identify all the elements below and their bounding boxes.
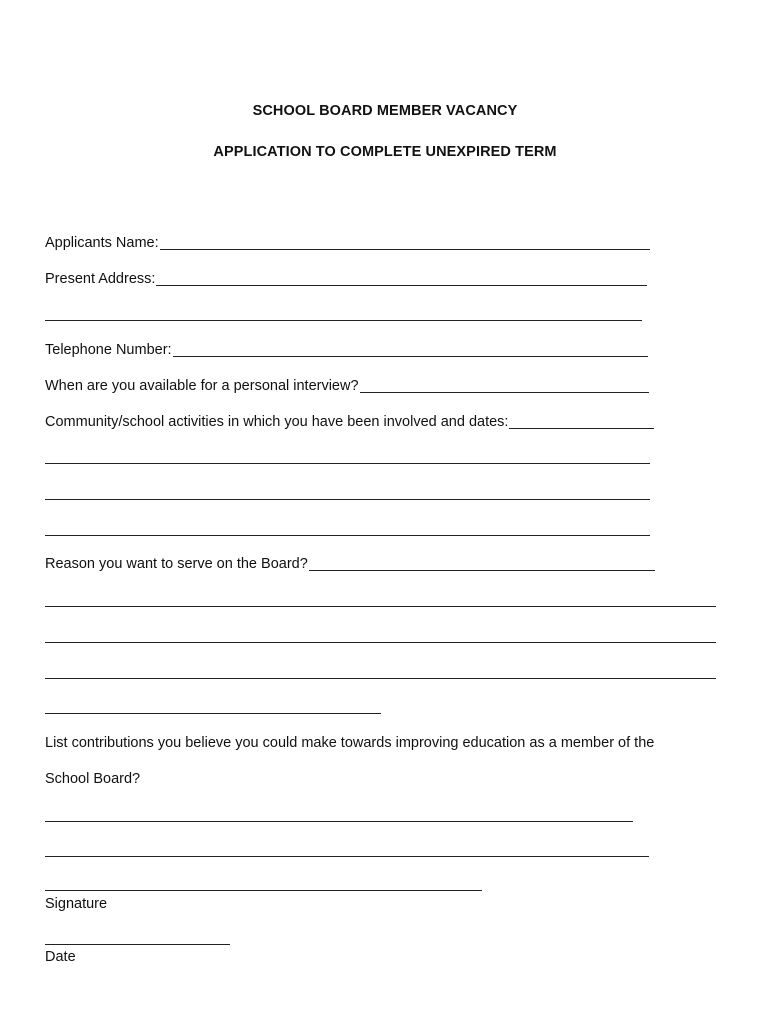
applicant-name-line[interactable]: [160, 235, 650, 250]
form-title: SCHOOL BOARD MEMBER VACANCY: [252, 103, 518, 119]
community-activities-line-4[interactable]: [45, 535, 650, 536]
reason-line[interactable]: [309, 556, 655, 571]
form-subtitle: APPLICATION TO COMPLETE UNEXPIRED TERM: [213, 144, 557, 160]
telephone-field[interactable]: [45, 341, 648, 359]
telephone-label: Telephone Number:: [45, 342, 172, 358]
reason-line-2[interactable]: [45, 606, 716, 607]
present-address-label: Present Address:: [45, 271, 156, 287]
interview-availability-line[interactable]: [360, 378, 649, 393]
present-address-line-2[interactable]: [45, 320, 642, 321]
reason-line-3[interactable]: [45, 642, 716, 643]
reason-label: Reason you want to serve on the Board?: [45, 556, 308, 572]
community-activities-line[interactable]: [509, 414, 654, 429]
contributions-label-line-2: School Board?: [45, 771, 141, 787]
date-label: Date: [45, 949, 76, 965]
applicant-name-field[interactable]: [45, 234, 650, 252]
applicant-name-label: Applicants Name:: [45, 235, 159, 251]
telephone-line[interactable]: [173, 342, 648, 357]
community-activities-line-3[interactable]: [45, 499, 650, 500]
signature-line[interactable]: [45, 890, 482, 891]
reason-line-5[interactable]: [45, 713, 381, 714]
contributions-line-1[interactable]: [45, 821, 633, 822]
present-address-line[interactable]: [156, 271, 647, 286]
interview-availability-field[interactable]: [45, 377, 649, 395]
interview-availability-label: When are you available for a personal interview?: [45, 378, 359, 394]
present-address-field[interactable]: [45, 270, 647, 288]
community-activities-label: Community/school activities in which you have been involved and dates:: [45, 414, 509, 430]
contributions-line-2[interactable]: [45, 856, 649, 857]
reason-line-4[interactable]: [45, 678, 716, 679]
community-activities-field[interactable]: [45, 413, 654, 431]
reason-field[interactable]: [45, 555, 655, 573]
community-activities-line-2[interactable]: [45, 463, 650, 464]
contributions-label-line-1: List contributions you believe you could make towards improving education as a member of the: [45, 735, 655, 751]
signature-label: Signature: [45, 896, 108, 912]
date-line[interactable]: [45, 944, 230, 945]
